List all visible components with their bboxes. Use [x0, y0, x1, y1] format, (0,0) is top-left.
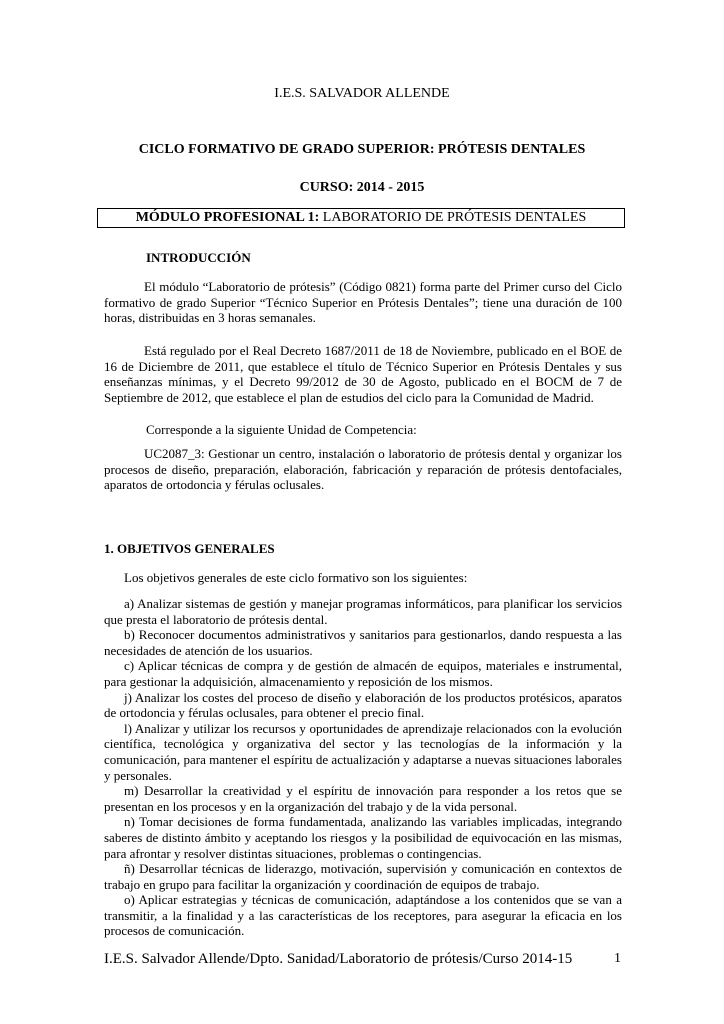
- module-box: [97, 208, 625, 228]
- intro-paragraph-2: Está regulado por el Real Decreto 1687/2011 de 18 de Noviembre, publicado en el BOE de 16 de Diciembre de 2011, que establece el título de Técnico Superior en Prótesis Dentales y sus enseñanzas mínimas, y el Decreto 99/2012 de 30 de Agosto, publicado en el BOCM de 7 de Septiembre de 2012, que establece el plan de estudios del ciclo para la Comunidad de Madrid.: [104, 343, 622, 405]
- intro-paragraph-4: UC2087_3: Gestionar un centro, instalación o laboratorio de prótesis dental y organizar los procesos de diseño, preparación, elaboración, fabricación y reparación de prótesis dentofaciales, aparatos de ortodoncia y férulas oclusales.: [104, 446, 622, 493]
- objective-a: a) Analizar sistemas de gestión y manejar programas informáticos, para planificar los servicios que presta el laboratorio de prótesis dental.: [104, 596, 622, 627]
- objective-c: c) Aplicar técnicas de compra y de gestión de almacén de equipos, materiales e instrumental, para gestionar la adquisición, almacenamiento y reposición de los mismos.: [104, 658, 622, 689]
- objectives-list: [104, 596, 622, 939]
- intro-paragraph-1: El módulo “Laboratorio de prótesis” (Código 0821) forma parte del Primer curso del Ciclo formativo de grado Superior “Técnico Superior en Prótesis Dentales”; tiene una duración de 100 horas, distribuidas en 3 horas semanales.: [104, 279, 622, 326]
- module-name: LABORATORIO DE PRÓTESIS DENTALES: [322, 210, 587, 225]
- page-number: 1: [614, 951, 621, 966]
- course-title: CURSO: 2014 - 2015: [299, 180, 425, 195]
- objective-b: b) Reconocer documentos administrativos y sanitarios para gestionarlos, dando respuesta a las necesidades de atención de los usuarios.: [104, 627, 622, 658]
- objectives-heading: 1. OBJETIVOS GENERALES: [104, 541, 275, 556]
- intro-heading: INTRODUCCIÓN: [146, 250, 251, 265]
- objective-m: m) Desarrollar la creatividad y el espíritu de innovación para responder a los retos que se presentan en los procesos y en la organización del trabajo y de la vida personal.: [104, 783, 622, 814]
- objectives-lead: Los objetivos generales de este ciclo formativo son los siguientes:: [124, 570, 468, 585]
- intro-paragraph-3: Corresponde a la siguiente Unidad de Competencia:: [146, 422, 417, 437]
- module-label: MÓDULO PROFESIONAL 1:: [135, 210, 320, 225]
- objective-n: n) Tomar decisiones de forma fundamentada, analizando las variables implicadas, integrando saberes de distinto ámbito y aceptando los riesgos y la posibilidad de equivocación en las mismas, para afrontar y resolver distintas situaciones, problemas o contingencias.: [104, 814, 622, 861]
- objective-j: j) Analizar los costes del proceso de diseño y elaboración de los productos protésicos, aparatos de ortodoncia y férulas oclusales, para obtener el precio final.: [104, 689, 622, 721]
- cycle-title: CICLO FORMATIVO DE GRADO SUPERIOR: PRÓTESIS DENTALES: [138, 142, 586, 157]
- objective-enie: ñ) Desarrollar técnicas de liderazgo, motivación, supervisión y comunicación en contextos de trabajo en grupo para facilitar la organización y coordinación de equipos de trabajo.: [104, 861, 622, 892]
- footer-text: I.E.S. Salvador Allende/Dpto. Sanidad/Laboratorio de prótesis/Curso 2014-15: [104, 951, 573, 967]
- objective-l: l) Analizar y utilizar los recursos y oportunidades de aprendizaje relacionados con la evolución científica, tecnológica y organizativa del sector y las tecnologías de la información y la comunicación, para mantener el espíritu de actualización y adaptarse a nuevas situaciones laborales y personales.: [104, 720, 622, 783]
- school-name: I.E.S. SALVADOR ALLENDE: [274, 86, 450, 101]
- objective-o: o) Aplicar estrategias y técnicas de comunicación, adaptándose a los contenidos que se van a transmitir, a la finalidad y a las características de los receptores, para asegurar la eficacia en los procesos de comunicación.: [104, 892, 622, 939]
